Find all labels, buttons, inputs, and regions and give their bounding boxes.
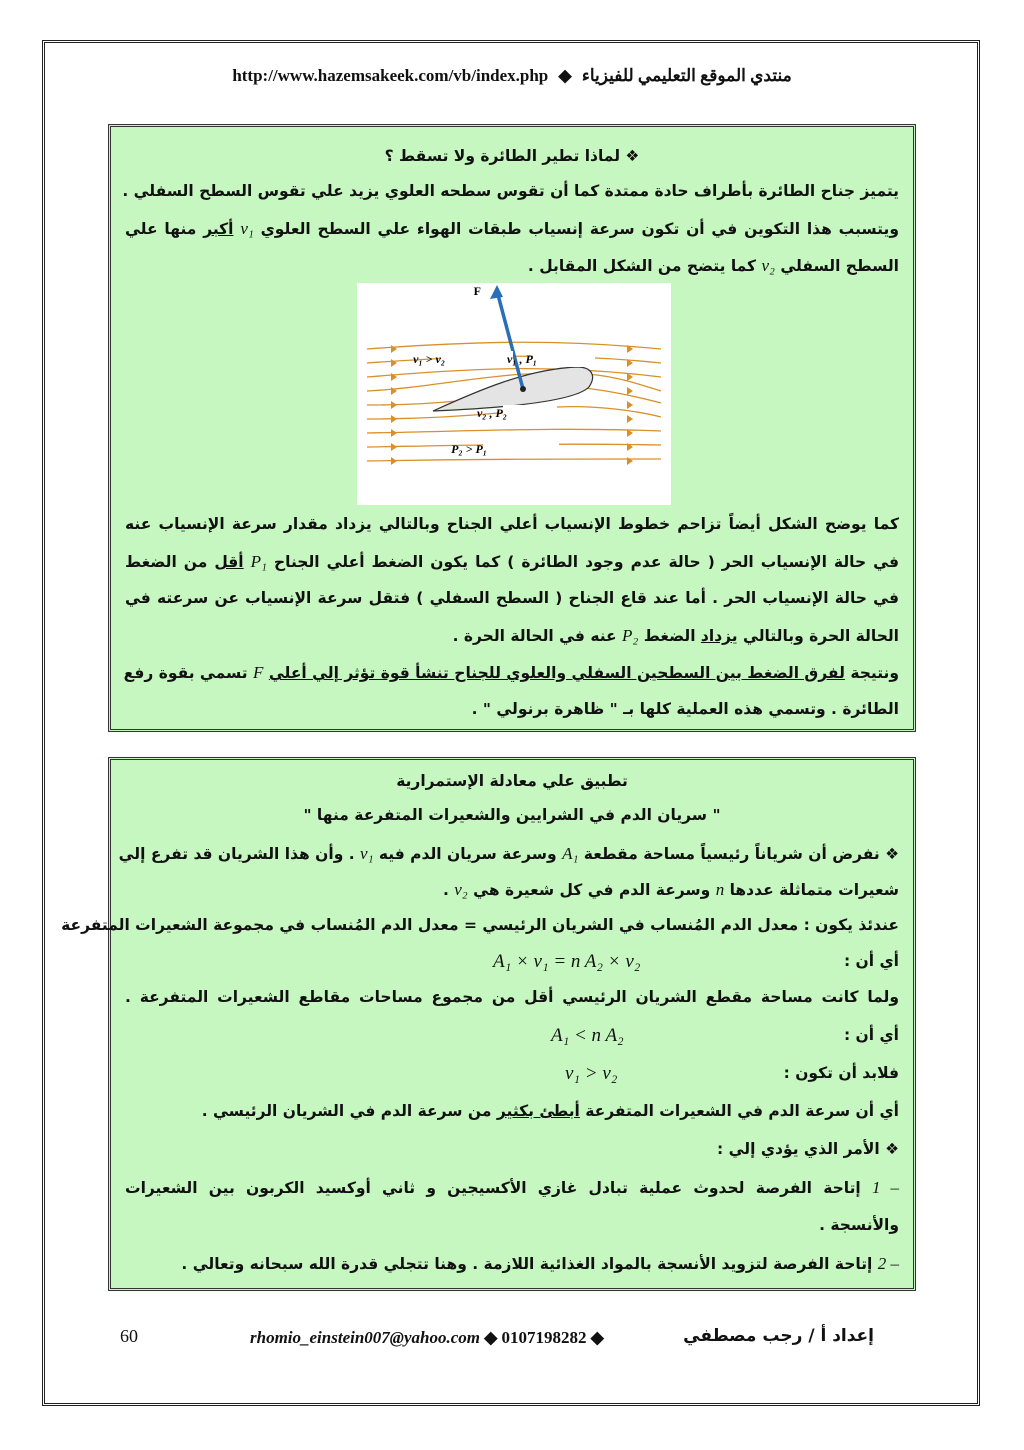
box1-line-9: الطائرة . وتسمي هذه العملية كلها بـ " ظاهرة برنولي " .: [471, 700, 899, 718]
why-plane-flies-box: [108, 124, 916, 732]
header-url[interactable]: http://www.hazemsakeek.com/vb/index.php: [232, 66, 549, 85]
diamond-icon: ◆: [484, 1328, 502, 1347]
box2-line-4: أي أن :: [843, 952, 899, 970]
box1-line-4: كما يوضح الشكل أيضاً تزاحم خطوط الإنسياب أعلي الجناح وبالتالي يزداد مقدار سرعة الإنسياب عنه: [125, 515, 899, 533]
airfoil-figure: [357, 283, 671, 505]
box2-line-7: فلابد أن تكون :: [783, 1064, 899, 1082]
diamond-icon: ◆: [590, 1328, 604, 1347]
box2-line-6: أي أن :: [843, 1026, 899, 1044]
header-forum: منتدي الموقع التعليمي للفيزياء: [581, 66, 792, 85]
box2-line-3: عندئذ يكون : معدل الدم المُنساب في الشريان الرئيسي = معدل الدم المُنساب في مجموعة الشعيرات المتفرعة: [61, 916, 899, 934]
footer-phone: 0107198282: [501, 1328, 587, 1347]
box1-line-3: السطح السفلي v₂ كما يتضح من الشكل المقابل .: [527, 256, 899, 275]
box2-line-1: ❖ نفرض أن شرياناً رئيسياً مساحة مقطعة A₁ وسرعة سريان الدم فيه v₁ . وأن هذا الشريان قد تفرع إلي: [118, 844, 899, 863]
box1-line-7: الحالة الحرة وبالتالي يزداد الضغط P₂ عنه في الحالة الحرة .: [452, 626, 899, 645]
box1-line-1: يتميز جناح الطائرة بأطراف حادة ممتدة كما أن تقوس سطحه العلوي يزيد علي تقوس السطح السفلي .: [122, 182, 899, 200]
box2-line-8: أي أن سرعة الدم في الشعيرات المتفرعة أبطئ بكثير من سرعة الدم في الشريان الرئيسي .: [201, 1102, 899, 1120]
page-number: 60: [120, 1326, 138, 1346]
box2-line-9: ❖ الأمر الذي يؤدي إلي :: [717, 1140, 899, 1158]
box2-line-2: شعيرات متماثلة عددها n وسرعة الدم في كل شعيرة هي v₂ .: [442, 880, 899, 899]
box1-line-2: ويتسبب هذا التكوين في أن تكون سرعة إنسياب طبقات الهواء علي السطح العلوي v₁ أكبر منها علي: [125, 219, 899, 238]
pressure-compare-label: P₂ > P₁: [451, 442, 487, 456]
speed-compare-label: v₁ > v₂: [413, 352, 445, 366]
box1-title: ❖ لماذا تطير الطائرة ولا تسقط ؟: [384, 147, 640, 165]
footer-contact: [250, 1328, 604, 1348]
box2-line-5: ولما كانت مساحة مقطع الشريان الرئيسي أقل من مجموع مساحات مقاطع الشعيرات المتفرعة .: [125, 988, 899, 1006]
lower-state-label: v₂ , P₂: [476, 406, 507, 420]
area-inequality: A₁ < n A₂: [551, 1025, 624, 1046]
force-label: F: [473, 284, 481, 298]
footer-email[interactable]: rhomio_einstein007@yahoo.com: [250, 1328, 480, 1347]
box2-line-12: 2 – إتاحة الفرصة لتزويد الأنسجة بالمواد الغذائية اللازمة . وهنا تتجلي قدرة الله سبحانه وتعالي .: [181, 1254, 899, 1273]
speed-inequality: v₁ > v₂: [565, 1063, 618, 1084]
box1-line-5: في حالة الإنسياب الحر ( حالة عدم وجود الطائرة ) كما يكون الضغط أعلي الجناح P₁ أقل من الضغط: [125, 552, 899, 571]
upper-state-label: v₁ , P₁: [506, 352, 537, 366]
continuity-application-box: [61, 757, 916, 1291]
box1-line-6: في حالة الإنسياب الحر . أما عند قاع الجناح ( السطح السفلي ) فتقل سرعة الإنسياب عن سرعته في: [125, 589, 899, 607]
box2-line-11: والأنسجة .: [819, 1216, 899, 1234]
page-header: [0, 66, 1024, 86]
footer-author: إعداد أ / رجب مصطفي: [683, 1326, 874, 1346]
continuity-equation: A₁ × v₁ = n A₂ × v₂: [493, 951, 641, 972]
box2-subtitle: " سريان الدم في الشرايين والشعيرات المتفرعة منها ": [303, 806, 721, 824]
box2-title: تطبيق علي معادلة الإستمرارية: [396, 772, 628, 790]
diamond-icon: ◆: [558, 66, 572, 85]
airfoil-diagram: [357, 283, 671, 505]
box1-line-8: ونتيجة لفرق الضغط بين السطحين السفلي والعلوي للجناح تنشأ قوة تؤثر إلي أعلي F تسمي بقوة رفع: [123, 663, 899, 682]
box2-line-10: 1 – إتاحة الفرصة لحدوث عملية تبادل غازي الأكسيجين و ثاني أوكسيد الكربون بين الشعيرات: [125, 1178, 899, 1197]
